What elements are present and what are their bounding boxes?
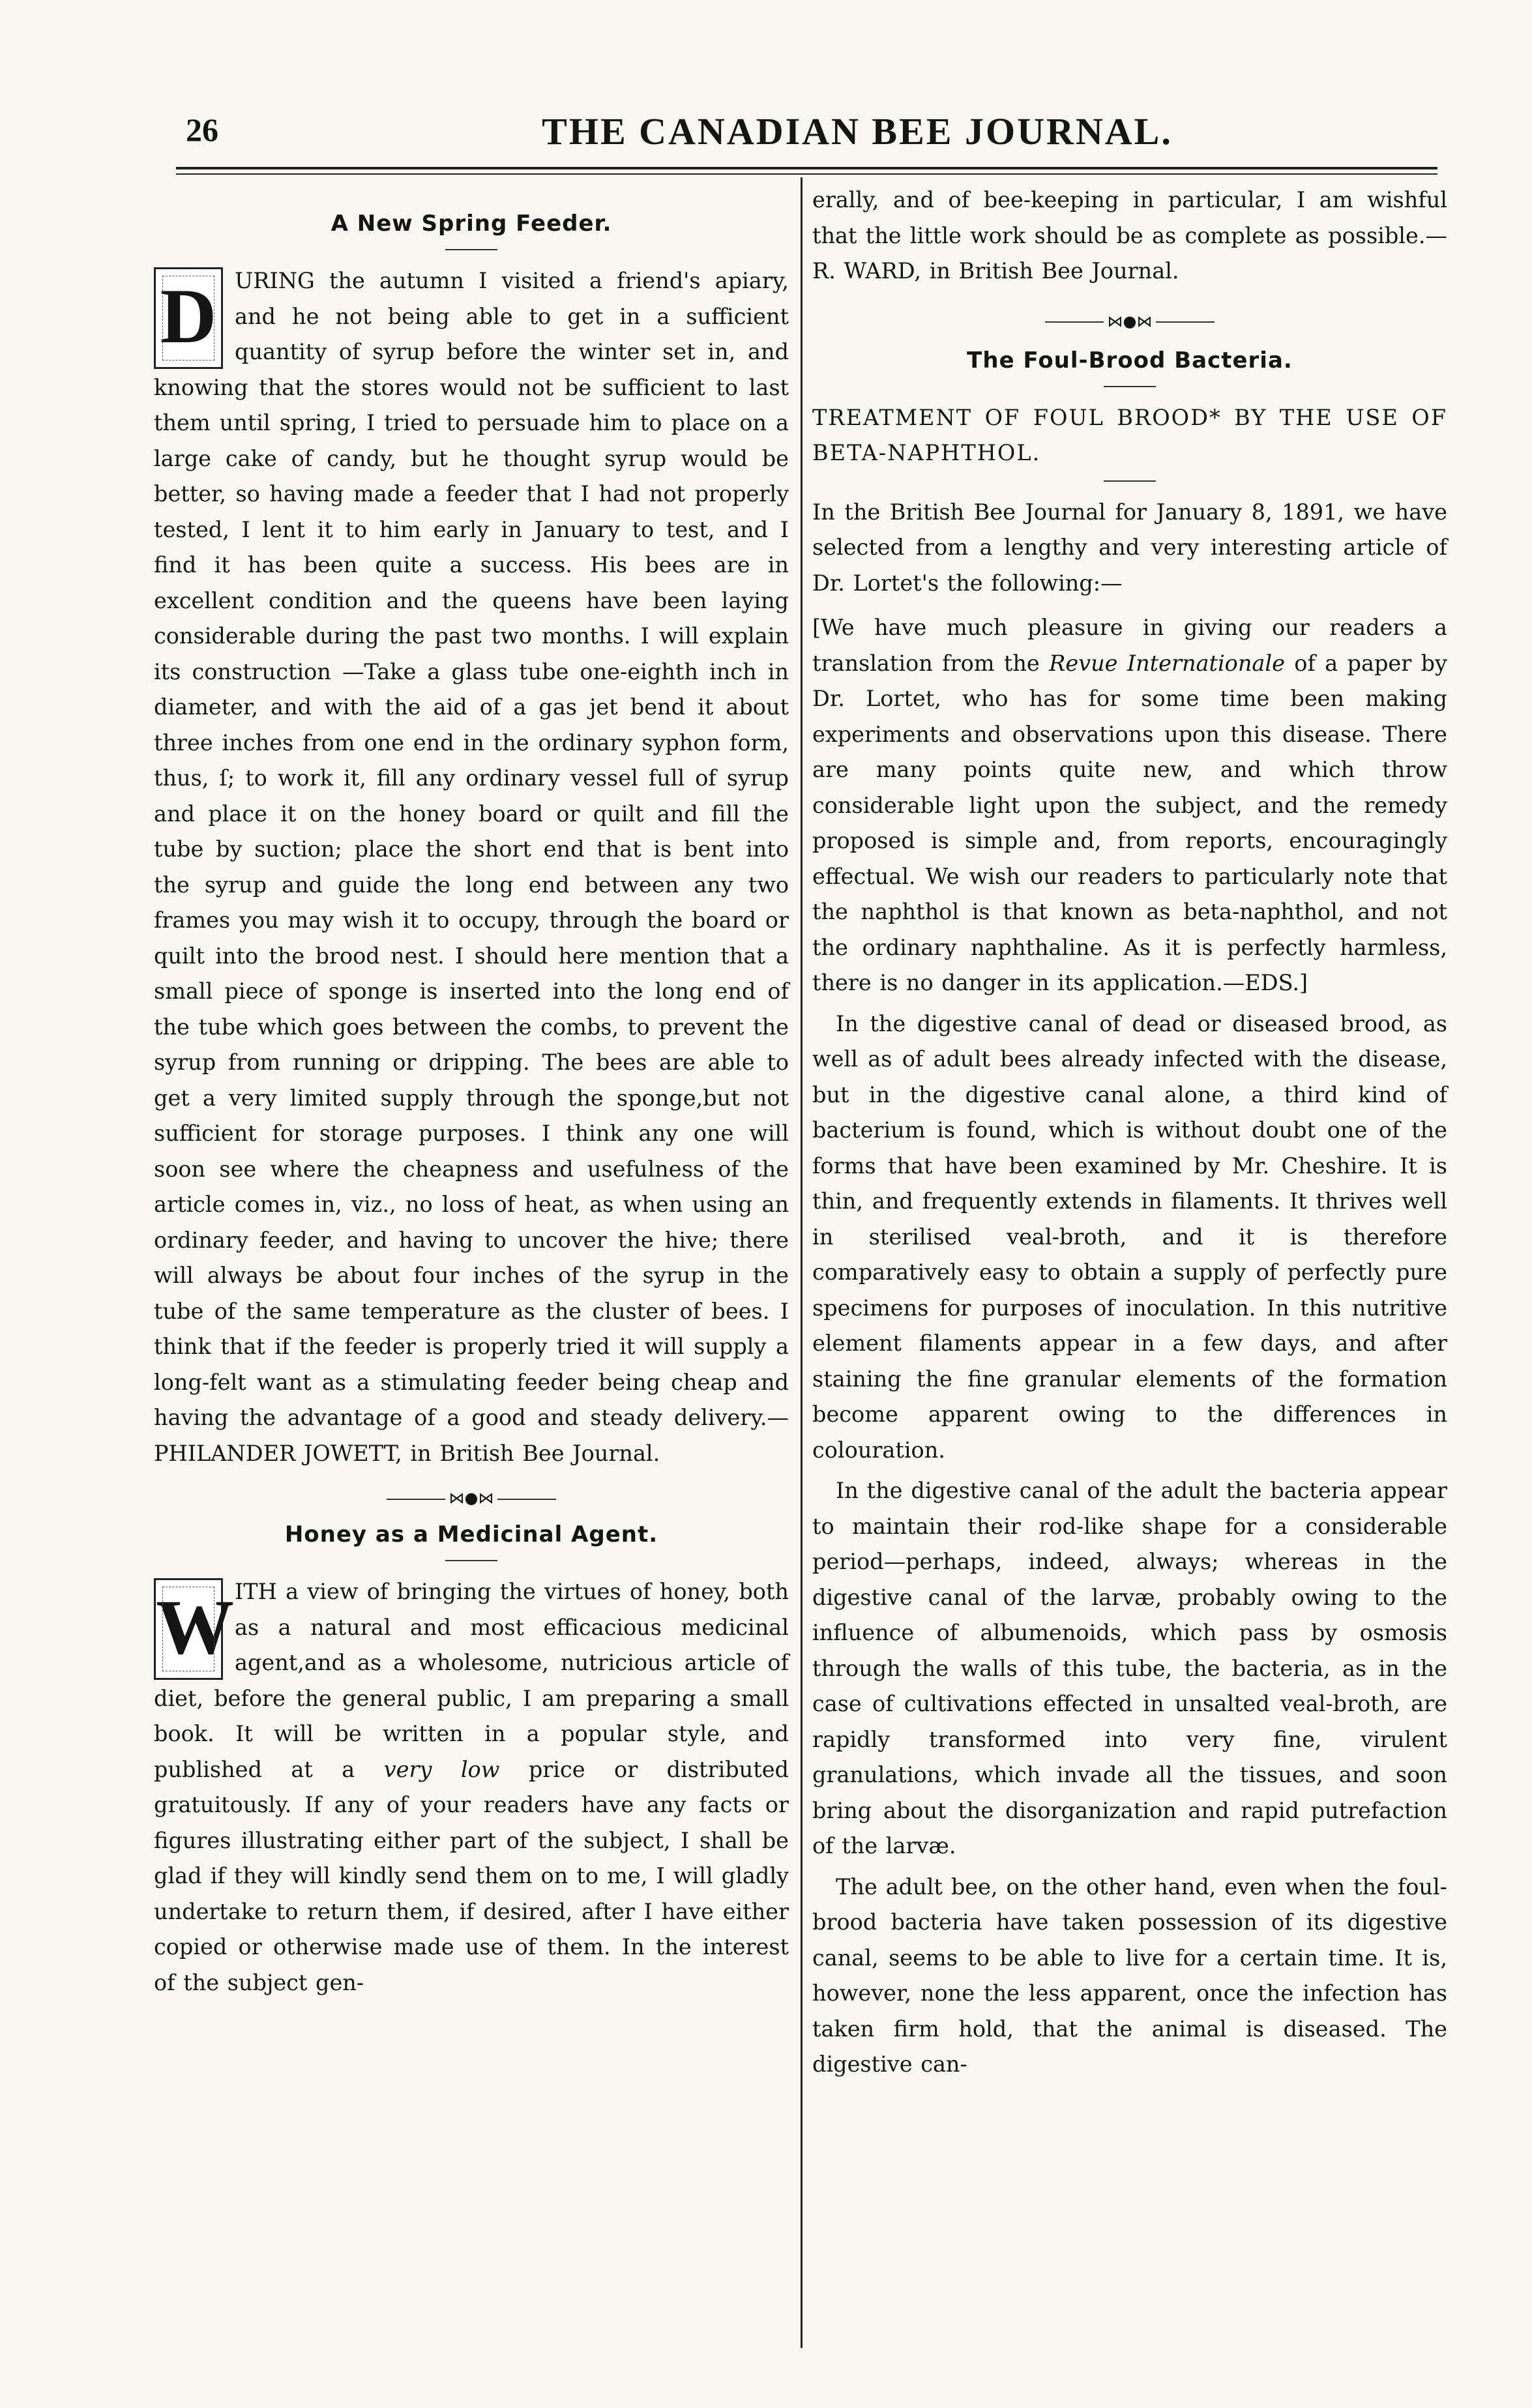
header-rule-thin (176, 173, 1437, 175)
section-ornament: ⋈●⋈ (154, 1488, 789, 1508)
body-paragraph-1: In the digestive canal of dead or diseased brood, as well as of adult bees already infected with the disease, but in the digestive canal alone, a third kind of bacterium is found, which is without doubt one of the forms that have been examined by Mr. Cheshire. It is thin, and frequently extends in filaments. It thrives well in sterilised veal-broth, and it is therefore comparatively easy to obtain a supply of perfectly pure specimens for purposes of inoculation. In this nutritive element filaments appear in a few days, and after staining the fine granular elements of the formation become apparent owing to the differences in colouration. (812, 1010, 1447, 1463)
intro-paragraph: In the British Bee Journal for January 8, 1891, we have selected from a lengthy and very interesting article of Dr. Lortet's the following:— (812, 499, 1447, 596)
page-header (160, 110, 1424, 162)
article-heading-feeder: A New Spring Feeder. (331, 211, 612, 237)
article-heading-foulbrood: The Foul-Brood Bacteria. (967, 347, 1293, 374)
dropcap-d: D (154, 267, 223, 369)
right-column (812, 183, 1447, 2083)
header-rule (176, 167, 1437, 169)
page-number: 26 (186, 111, 218, 148)
subhead-rule (1104, 480, 1156, 482)
journal-title: THE CANADIAN BEE JOURNAL. (542, 110, 1173, 153)
column-divider (801, 177, 803, 2348)
section-ornament: ⋈●⋈ (812, 312, 1447, 331)
article-heading-honey: Honey as a Medicinal Agent. (284, 1521, 658, 1548)
body-paragraph-2: In the digestive canal of the adult the bacteria appear to maintain their rod-like shape for a considerable period—perhaps, indeed, always; whereas in the digestive canal of the larvæ, probably owing to the influence of albumenoids, which pass by osmosis through the walls of this tube, the bacteria, as in the case of cultivations effected in unsalted veal-broth, are rapidly transformed into very fine, virulent granulations, which invade all the tissues, and soon bring about the disorganization and rapid putrefaction of the larvæ. (812, 1478, 1447, 1858)
feeder-body: URING the autumn I visited a friend's apiary, and he not being able to get in a sufficient quantity of syrup before the winter set in, and knowing that the stores would not be sufficient to last them until spring, I tried to persuade him to place on a large cake of candy, but he thought syrup would be better, so having made a feeder that I had not properly tested, I lent it to him early in January to test, and I find it has been quite a success. His bees are in excellent condition and the queens have been laying considerable during the past two months. I will explain its construction —Take a glass tube one-eighth inch in diameter, and with the aid of a gas jet bend it about three inches from one end in the ordinary syphon form, thus, ſ; to work it, fill any ordinary vessel full of syrup and place it on the honey board or quilt and fill the tube by suction; place the short end that is bent into the syrup and guide the long end between any two frames you may wish it to occupy, through the board or quilt into the brood nest. I should here mention that a small piece of sponge is inserted into the long end of the tube which goes between the combs, to prevent the syrup from running or dripping. The bees are able to get a very limited supply through the sponge,but not sufficient for storage purposes. I think any one will soon see where the cheapness and usefulness of the article comes in, viz., no loss of heat, as when using an ordinary feeder, and having to uncover the hive; there will always be about four inches of the syrup in the tube of the same temperature as the cluster of bees. I think that if the feeder is properly tried it will supply a long-felt want as a stimulating feeder being cheap and having the advantage of a good and steady delivery.—PHILANDER JOWETT, in British Bee Journal. (154, 268, 789, 1466)
left-column (154, 183, 789, 2001)
honey-body: ITH a view of bringing the virtues of honey, both as a natural and most efficacious medicinal agent,and as a wholesome, nutricious article of diet, before the general public, I am preparing a small book. It will be written in a popular style, and published at a very low price or distributed gratuitously. If any of your readers have any facts or figures illustrating either part of the subject, I shall be glad if they will kindly send them on to me, I will gladly undertake to return them, if desired, after I have either copied or otherwise made use of them. In the interest of the subject gen- (154, 1579, 789, 1995)
body-paragraph-3: The adult bee, on the other hand, even when the foul-brood bacteria have taken possession of its digestive canal, seems to be able to live for a certain time. It is, however, none the less apparent, once the infection has taken firm hold, that the animal is diseased. The digestive can- (812, 1873, 1447, 2077)
dropcap-w: W (154, 1578, 223, 1680)
article-subhead: TREATMENT OF FOUL BROOD* BY THE USE OF BETA-NAPHTHOL. (812, 404, 1447, 465)
heading-rule (445, 249, 497, 250)
continuation-text: erally, and of bee-keeping in particular, I am wishful that the little work should be as complete as possible.—R. WARD, in British Bee Journal. (812, 187, 1447, 284)
heading-rule (445, 1560, 497, 1561)
heading-rule (1104, 386, 1156, 387)
editor-note: [We have much pleasure in giving our readers a translation from the Revue Internationale of a paper by Dr. Lortet, who has for some time been making experiments and observations upon this disease. There are many points quite new, and which throw considerable light upon the subject, and the remedy proposed is simple and, from reports, encouragingly effectual. We wish our readers to particularly note that the naphthol is that known as beta-naphthol, and not the ordinary naphthaline. As it is perfectly harmless, there is no danger in its application.—EDS.] (812, 615, 1447, 995)
